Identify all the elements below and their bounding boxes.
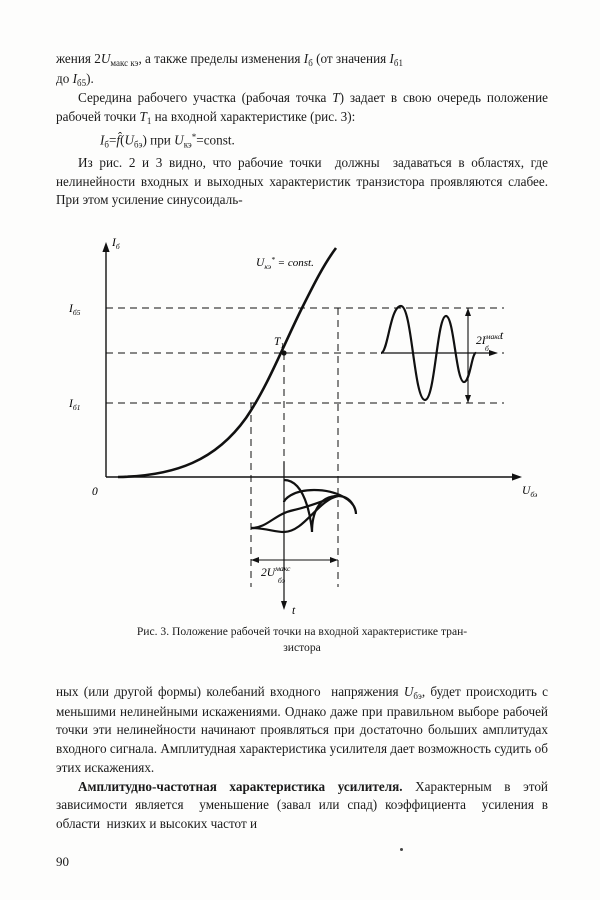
input-waveform-3 xyxy=(251,496,338,528)
label-origin: 0 xyxy=(92,486,98,498)
body-text-bottom xyxy=(56,683,548,834)
label-ib1: $I_{б1}$ xyxy=(69,398,81,412)
label-time-axis-right: t xyxy=(500,330,504,342)
paragraph-2: Середина рабочего участка (рабочая точка T) задает в свою очередь положение рабочей точки $T_1$ на входной характеристике (рис. 3): xyxy=(56,90,548,127)
x-axis-arrow xyxy=(512,473,522,480)
paragraph-5 xyxy=(56,778,548,834)
y-axis-arrow xyxy=(102,242,109,252)
label-curve-condition: $U_{кэ}^*$ = const. xyxy=(256,255,314,271)
page-number: 90 xyxy=(56,854,69,869)
time-axis-right-arrow xyxy=(489,350,498,356)
time-axis-bottom-arrow xyxy=(281,601,287,610)
amplitude-vertical-arrow-bottom xyxy=(465,395,471,403)
figure-3 xyxy=(56,232,548,632)
label-amplitude-vertical: $2I^{макс}$ б xyxy=(476,332,501,353)
paragraph-1: жения $2U_{макс кэ}$, а также пределы изменения $I_б$ (от значения $I_{б1}$ до $I_{б5}$). xyxy=(56,51,403,88)
figure-caption-line-1: Рис. 3. Положение рабочей точки на входной характеристике тран- xyxy=(136,625,468,638)
label-amplitude-horizontal: $2U^{макс}$ бэ xyxy=(261,564,291,585)
stray-mark xyxy=(400,848,403,851)
label-time-axis-bottom: t xyxy=(292,605,296,617)
amplitude-horizontal-arrow-left xyxy=(251,557,259,563)
input-characteristic-curve xyxy=(118,248,336,477)
label-x-axis: $U_{бэ}$ xyxy=(522,485,538,499)
figure-3-svg xyxy=(56,232,548,632)
section-heading-rest: Характерным в этой зависимости является уменьшение (завал или спад) коэффициента усиления в области низких и высоких частот и xyxy=(56,778,548,832)
body-text-top xyxy=(56,50,548,210)
label-point-t1: $T_1$ xyxy=(274,336,285,350)
equation-1: $I_б=f̂(U_{бэ})$ при $U_{кэ}^*=const$. xyxy=(100,131,235,150)
amplitude-horizontal-arrow-right xyxy=(330,557,338,563)
figure-caption-line-2: зистора xyxy=(283,640,321,654)
paragraph-3: Из рис. 2 и 3 видно, что рабочие точки должны задаваться в областях, где нелинейности входных и выходных характеристик транзистора проявляются слабее. При этом усиление синусоидаль- xyxy=(56,154,548,208)
figure-caption xyxy=(56,624,548,655)
label-y-axis: $I_б$ xyxy=(112,237,120,251)
amplitude-vertical-arrow-top xyxy=(465,308,471,316)
label-ib5: $I_{б5}$ xyxy=(69,303,81,317)
section-heading: Амплитудно-частотная характеристика усилителя. xyxy=(78,778,403,794)
operating-point-marker xyxy=(281,350,286,355)
paragraph-4: ных (или другой формы) колебаний входного напряжения $U_{бэ}$, будет происходить с меньшими нелинейными искажениями. Однако даже при правильном выборе рабочей точки эти нелинейности начинают проявляться при достаточно больших амплитудах входного сигнала. Амплитудная характеристика усилителя дает возможность судить об этих искажениях. xyxy=(56,684,548,775)
